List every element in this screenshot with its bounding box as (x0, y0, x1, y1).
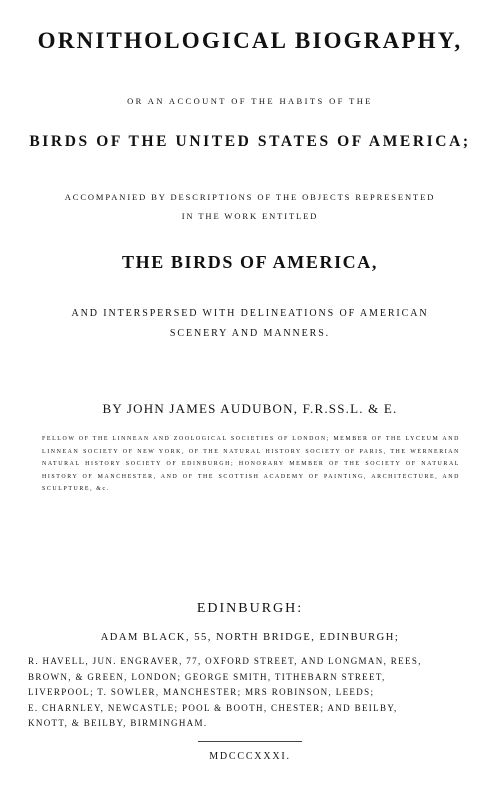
printers-line: E. CHARNLEY, NEWCASTLE; POOL & BOOTH, CHESTER; AND BEILBY, (28, 702, 398, 713)
printers-line: R. HAVELL, JUN. ENGRAVER, 77, OXFORD STREET, AND LONGMAN, REES, (28, 656, 422, 666)
printers-line: KNOTT, & BEILBY, BIRMINGHAM. (28, 718, 208, 729)
book-title: ORNITHOLOGICAL BIOGRAPHY, (37, 28, 463, 53)
author-line: BY JOHN JAMES AUDUBON, F.R.SS.L. & E. (102, 401, 398, 416)
printers-line: LIVERPOOL; T. SOWLER, MANCHESTER; MRS ROBINSON, LEEDS; (28, 687, 375, 698)
publication-date: MDCCCXXXI. (209, 751, 291, 762)
interspersed-line-1: AND INTERSPERSED WITH DELINEATIONS OF AMERICAN (71, 308, 429, 319)
divider-rule (198, 741, 302, 742)
imprint-place: EDINBURGH: (196, 601, 304, 616)
birds-line: BIRDS OF THE UNITED STATES OF AMERICA; (29, 133, 471, 150)
publisher-line: ADAM BLACK, 55, NORTH BRIDGE, EDINBURGH; (100, 632, 400, 643)
accompanied-line-1: ACCOMPANIED BY DESCRIPTIONS OF THE OBJECTS REPRESENTED (64, 192, 436, 202)
accompanied-line-2: IN THE WORK ENTITLED (181, 211, 319, 221)
interspersed-line-2: SCENERY AND MANNERS. (169, 328, 331, 339)
work-title: THE BIRDS OF AMERICA, (122, 252, 378, 272)
fellowships-text: FELLOW OF THE LINNEAN AND ZOOLOGICAL SOCIETIES OF LONDON; MEMBER OF THE LYCEUM AND LINNEAN SOCIETY OF NEW YORK, OF THE NATURAL HISTORY SOCIETY OF PARIS, THE WERNERIAN NATURAL HISTORY SOCIETY OF EDINBURGH; HONORARY MEMBER OF THE SOCIETY OF NATURAL HISTORY OF MANCHESTER, AND OF THE SCOTTISH ACADEMY OF PAINTING, ARCHITECTURE, AND SCULPTURE, &c. (42, 436, 460, 493)
subtitle-line: OR AN ACCOUNT OF THE HABITS OF THE (127, 96, 373, 106)
printers-line: BROWN, & GREEN, LONDON; GEORGE SMITH, TITHEBARN STREET, (28, 671, 386, 682)
printers-block (28, 654, 472, 732)
